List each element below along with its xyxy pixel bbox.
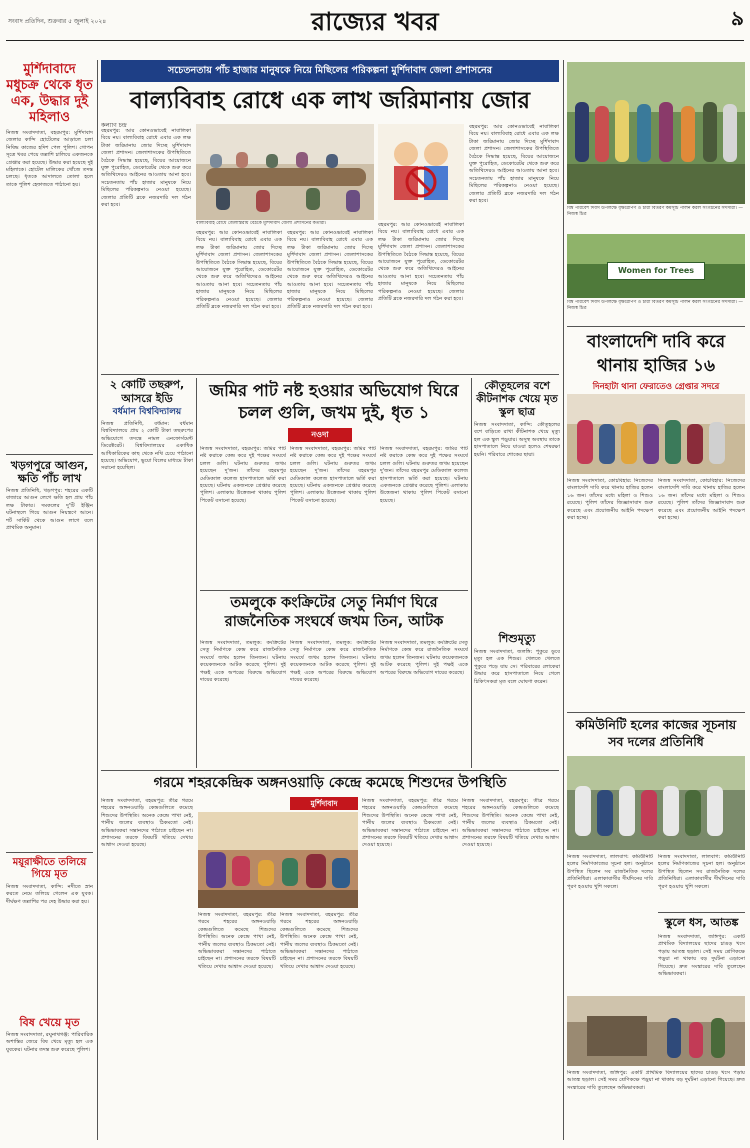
story-headline: শিশুমৃত্যু xyxy=(498,632,536,645)
story-body: নিজস্ব সংবাদদাতা, কান্দি: কৌতূহলের বশে বাড়িতে রাখা কীটনাশক খেয়ে মৃত্যু হল এক স্কুল পড়ুয়ার। অসুস্থ অবস্থায় তাকে হাসপাতালে নিয়ে যাওয়া হলেও শেষরক্ষা হয়নি। পরিবারে শোকের ছায়া। xyxy=(474,422,560,458)
anganwadi-body: নিজস্ব সংবাদদাতা, বহরমপুর: তীব্র গরমে শহরের অঙ্গনওয়াড়ি কেন্দ্রগুলিতে কমেছে শিশুদের উপস্থিতি। অনেক কেন্দ্রে পাখা নেই, পানীয় জলের ব্যবস্থাও ঠিকমতো নেই। অভিভাবকরা সন্তানদের পাঠাতে চাইছেন না। প্রশাসনের তরফে বিষয়টি খতিয়ে দেখার আশ্বাস দেওয়া হয়েছে। xyxy=(101,798,193,849)
tamluk-body-continued: নিজস্ব সংবাদদাতা, তমলুক: কংক্রিটের সেতু নির্মাণকে কেন্দ্র করে রাজনৈতিক সংঘর্ষে জখম হলেন তিনজন। ঘটনায় কয়েকজনকে আটক করেছে পুলিশ। দুই পক্ষই একে অপরের বিরুদ্ধে অভিযোগ দায়ের করেছে। xyxy=(380,640,468,676)
lead-body-continued: বহরমপুর: আর কোনওভাবেই নাবালিকা বিয়ে নয়। বাল্যবিবাহ রোধে এবার এক লক্ষ টাকা জরিমানায় জোর দিচ্ছে মুর্শিদাবাদ জেলা প্রশাসন। জেলাশাসকের উপস্থিতিতে বৈঠকে সিদ্ধান্ত হয়েছে, বিয়ের আয়োজনে যুক্ত পুরোহিত, ডেকোরেটর থেকে শুরু করে অতিথিদেরও আইনের আওতায় আনা হবে। সচেতনতায় পাঁচ হাজার মানুষকে নিয়ে মিছিলের পরিকল্পনাও নেওয়া হয়েছে। জেলার প্রতিটি ব্লকে নজরদারি দল গঠন করা হবে। xyxy=(287,230,373,311)
land-headline: জমির পাট নষ্ট হওয়ার অভিযোগ ঘিরে চলল গুলি, জখম দুই, ধৃত ১ xyxy=(209,381,459,422)
anganwadi-headline: গরমে শহরকেন্দ্রিক অঙ্গনওয়াড়ি কেন্দ্রে কমেছে শিশুদের উপস্থিতি xyxy=(153,775,507,791)
lead-headline: বাল্যবিবাহ রোধে এক লাখ জরিমানায় জোর xyxy=(130,88,530,114)
land-body-continued: নিজস্ব সংবাদদাতা, বহরমপুর: জমির পাট নষ্ট করাকে কেন্দ্র করে দুই পক্ষের সংঘর্ষে চলল গুলি। ঘটনায় গুরুতর জখম হয়েছেন দু'জন। তাঁদের বহরমপুর মেডিক্যাল কলেজ হাসপাতালে ভর্তি করা হয়েছে। ঘটনায় একজনকে গ্রেপ্তার করেছে পুলিশ। এলাকায় উত্তেজনা থাকায় পুলিশ পিকেট বসানো হয়েছে। xyxy=(380,446,468,504)
women-for-trees-photo xyxy=(567,234,745,298)
tamluk-body-continued: নিজস্ব সংবাদদাতা, তমলুক: কংক্রিটের সেতু নির্মাণকে কেন্দ্র করে রাজনৈতিক সংঘর্ষে জখম হলেন তিনজন। ঘটনায় কয়েকজনকে আটক করেছে পুলিশ। দুই পক্ষই একে অপরের বিরুদ্ধে অভিযোগ দায়ের করেছে। xyxy=(290,640,376,684)
place-badge-label: নওদা xyxy=(311,430,329,439)
section-rule xyxy=(200,590,468,591)
section-rule xyxy=(101,770,559,771)
land-body: নিজস্ব সংবাদদাতা, বহরমপুর: জমির পাট নষ্ট করাকে কেন্দ্র করে দুই পক্ষের সংঘর্ষে চলল গুলি। ঘটনায় গুরুতর জখম হয়েছেন দু'জন। তাঁদের বহরমপুর মেডিক্যাল কলেজ হাসপাতালে ভর্তি করা হয়েছে। ঘটনায় একজনকে গ্রেপ্তার করেছে পুলিশ। এলাকায় উত্তেজনা থাকায় পুলিশ পিকেট বসানো হয়েছে। xyxy=(200,446,286,504)
lead-body-continued: বহরমপুর: আর কোনওভাবেই নাবালিকা বিয়ে নয়। বাল্যবিবাহ রোধে এবার এক লক্ষ টাকা জরিমানায় জোর দিচ্ছে মুর্শিদাবাদ জেলা প্রশাসন। জেলাশাসকের উপস্থিতিতে বৈঠকে সিদ্ধান্ত হয়েছে, বিয়ের আয়োজনে যুক্ত পুরোহিত, ডেকোরেটর থেকে শুরু করে অতিথিদেরও আইনের আওতায় আনা হবে। সচেতনতায় পাঁচ হাজার মানুষকে নিয়ে মিছিলের পরিকল্পনাও নেওয়া হয়েছে। জেলার প্রতিটি ব্লকে নজরদারি দল গঠন করা হবে। xyxy=(469,124,559,205)
school-headline: স্কুলে ধস, আতঙ্ক xyxy=(664,916,739,929)
anganwadi-body-continued: নিজস্ব সংবাদদাতা, বহরমপুর: তীব্র গরমে শহরের অঙ্গনওয়াড়ি কেন্দ্রগুলিতে কমেছে শিশুদের উপস্থিতি। অনেক কেন্দ্রে পাখা নেই, পানীয় জলের ব্যবস্থাও ঠিকমতো নেই। অভিভাবকরা সন্তানদের পাঠাতে চাইছেন না। প্রশাসনের তরফে বিষয়টি খতিয়ে দেখার আশ্বাস দেওয়া হয়েছে। xyxy=(280,912,358,970)
land-body-continued: নিজস্ব সংবাদদাতা, বহরমপুর: জমির পাট নষ্ট করাকে কেন্দ্র করে দুই পক্ষের সংঘর্ষে চলল গুলি। ঘটনায় গুরুতর জখম হয়েছেন দু'জন। তাঁদের বহরমপুর মেডিক্যাল কলেজ হাসপাতালে ভর্তি করা হয়েছে। ঘটনায় একজনকে গ্রেপ্তার করেছে পুলিশ। এলাকায় উত্তেজনা থাকায় পুলিশ পিকেট বসানো হয়েছে। xyxy=(290,446,376,504)
lead-kicker: সচেতনতায় পাঁচ হাজার মানুষকে নিয়ে মিছিলের পরিকল্পনা মুর্শিদাবাদ জেলা প্রশাসনের xyxy=(167,65,493,76)
tamluk-body: নিজস্ব সংবাদদাতা, তমলুক: কংক্রিটের সেতু নির্মাণকে কেন্দ্র করে রাজনৈতিক সংঘর্ষে জখম হলেন তিনজন। ঘটনায় কয়েকজনকে আটক করেছে পুলিশ। দুই পক্ষই একে অপরের বিরুদ্ধে অভিযোগ দায়ের করেছে। xyxy=(200,640,286,684)
story-headline: মুর্শিদাবাদে মধুচক্র থেকে ধৃত এক, উদ্ধার দুই মহিলাও xyxy=(6,62,93,125)
tree-planting-photo xyxy=(567,62,745,204)
lead-body: বহরমপুর: আর কোনওভাবেই নাবালিকা বিয়ে নয়। বাল্যবিবাহ রোধে এবার এক লক্ষ টাকা জরিমানায় জোর দিচ্ছে মুর্শিদাবাদ জেলা প্রশাসন। জেলাশাসকের উপস্থিতিতে বৈঠকে সিদ্ধান্ত হয়েছে, বিয়ের আয়োজনে যুক্ত পুরোহিত, ডেকোরেটর থেকে শুরু করে অতিথিদেরও আইনের আওতায় আনা হবে। সচেতনতায় পাঁচ হাজার মানুষকে নিয়ে মিছিলের পরিকল্পনাও নেওয়া হয়েছে। জেলার প্রতিটি ব্লকে নজরদারি দল গঠন করা হবে। xyxy=(101,128,191,209)
lead-body-continued: বহরমপুর: আর কোনওভাবেই নাবালিকা বিয়ে নয়। বাল্যবিবাহ রোধে এবার এক লক্ষ টাকা জরিমানায় জোর দিচ্ছে মুর্শিদাবাদ জেলা প্রশাসন। জেলাশাসকের উপস্থিতিতে বৈঠকে সিদ্ধান্ত হয়েছে, বিয়ের আয়োজনে যুক্ত পুরোহিত, ডেকোরেটর থেকে শুরু করে অতিথিদেরও আইনের আওতায় আনা হবে। সচেতনতায় পাঁচ হাজার মানুষকে নিয়ে মিছিলের পরিকল্পনাও নেওয়া হয়েছে। জেলার প্রতিটি ব্লকে নজরদারি দল গঠন করা হবে। xyxy=(378,222,464,303)
story-headline: ২ কোটি তছরুপ, আসরে ইডি xyxy=(109,378,185,405)
story-headline: কৌতূহলের বশে কীটনাশক খেয়ে মৃত স্কুল ছাত্র xyxy=(476,380,558,418)
col-rule xyxy=(97,60,98,1140)
story-headline: ময়ূরাক্ষীতে তলিয়ে গিয়ে মৃত xyxy=(12,857,87,880)
school-body-continued: নিজস্ব সংবাদদাতা, জঙ্গিপুর: একটি প্রাথমিক বিদ্যালয়ের ছাদের চাঙড় খসে পড়ায় আতঙ্ক ছড়াল। সেই সময় শ্রেণিকক্ষে পড়ুয়া না থাকায় বড় দুর্ঘটনা এড়ানো গিয়েছে। দ্রুত সংস্কারের দাবি তুলেছেন অভিভাবকরা। xyxy=(567,1070,745,1091)
anganwadi-body-continued: নিজস্ব সংবাদদাতা, বহরমপুর: তীব্র গরমে শহরের অঙ্গনওয়াড়ি কেন্দ্রগুলিতে কমেছে শিশুদের উপস্থিতি। অনেক কেন্দ্রে পাখা নেই, পানীয় জলের ব্যবস্থাও ঠিকমতো নেই। অভিভাবকরা সন্তানদের পাঠাতে চাইছেন না। প্রশাসনের তরফে বিষয়টি খতিয়ে দেখার আশ্বাস দেওয়া হয়েছে। xyxy=(462,798,559,849)
police-station-photo xyxy=(567,394,745,474)
page-title: রাজ্যের খবর xyxy=(311,7,439,36)
tamluk-headline: তমলুকে কংক্রিটের সেতু নির্মাণ ঘিরে রাজনৈতিক সংঘর্ষে জখম তিন, আটক xyxy=(224,595,444,630)
story-body: নিজস্ব সংবাদদাতা, কান্দি: নদীতে স্নান করতে নেমে তলিয়ে গেলেন এক যুবক। দীর্ঘক্ষণ তল্লাশির পর দেহ উদ্ধার করা হয়। xyxy=(6,884,93,905)
meeting-photo xyxy=(196,124,374,220)
section-rule xyxy=(567,326,745,327)
story-body: নিজস্ব সংবাদদাতা, রঘুনাথগঞ্জ: পারিবারিক অশান্তির জেরে বিষ খেয়ে মৃত্যু হল এক যুবকের। ঘটনার তদন্ত শুরু করেছে পুলিশ। xyxy=(6,1032,93,1053)
tree-photo-caption: বিশ্ব পরিবেশ দিবস উপলক্ষে বৃক্ষরোপণ ও চারা বিতরণ কর্মসূচি পালন করল সংগঠনের সদস্যরা। —নিজস্ব চিত্র xyxy=(567,206,743,217)
bangladeshi-body-continued: নিজস্ব সংবাদদাতা, কোচবিহার: নিজেদের বাংলাদেশি দাবি করে থানায় হাজির হলেন ১৬ জন। তাঁদের মধ্যে মহিলা ও শিশুও রয়েছে। পুলিশ তাঁদের জিজ্ঞাসাবাদ শুরু করেছে এবং প্রয়োজনীয় আইনি পদক্ষেপ করা হচ্ছে। xyxy=(658,478,745,522)
region-badge xyxy=(290,797,358,810)
women-photo-caption: বিশ্ব পরিবেশ দিবস উপলক্ষে বৃক্ষরোপণ ও চারা বিতরণ কর্মসূচি পালন করল সংগঠনের সদস্যরা। —নিজস্ব চিত্র xyxy=(567,300,743,311)
divider xyxy=(6,454,93,455)
ed-box xyxy=(101,378,193,768)
masthead xyxy=(0,0,750,40)
bangladeshi-body: নিজস্ব সংবাদদাতা, কোচবিহার: নিজেদের বাংলাদেশি দাবি করে থানায় হাজির হলেন ১৬ জন। তাঁদের মধ্যে মহিলা ও শিশুও রয়েছে। পুলিশ তাঁদের জিজ্ঞাসাবাদ শুরু করেছে এবং প্রয়োজনীয় আইনি পদক্ষেপ করা হচ্ছে। xyxy=(567,478,653,522)
section-rule xyxy=(567,712,745,713)
community-body: নিজস্ব সংবাদদাতা, লালবাগ: কমিউনিটি হলের নির্মাণকাজের সূচনা হল। অনুষ্ঠানে উপস্থিত ছিলেন সব রাজনৈতিক দলের প্রতিনিধিরা। এলাকাবাসীর দীর্ঘদিনের দাবি পূরণ হওয়ায় খুশি সকলে। xyxy=(567,854,653,890)
place-badge xyxy=(288,428,352,442)
col-rule xyxy=(196,378,197,768)
bangladeshi-subhead: দিনহাটা থানা ফেরাতেও গ্রেপ্তার সদরে xyxy=(592,381,720,391)
anganwadi-body-continued: নিজস্ব সংবাদদাতা, বহরমপুর: তীব্র গরমে শহরের অঙ্গনওয়াড়ি কেন্দ্রগুলিতে কমেছে শিশুদের উপস্থিতি। অনেক কেন্দ্রে পাখা নেই, পানীয় জলের ব্যবস্থাও ঠিকমতো নেই। অভিভাবকরা সন্তানদের পাঠাতে চাইছেন না। প্রশাসনের তরফে বিষয়টি খতিয়ে দেখার আশ্বাস দেওয়া হয়েছে। xyxy=(362,798,458,849)
story-body: নিজস্ব প্রতিনিধি, খড়গপুর: শহরের একটি বাজারে আগুন লেগে ক্ষতি হল প্রায় পাঁচ লক্ষ টাকার। দমকলের দু'টি ইঞ্জিন ঘটনাস্থলে গিয়ে আগুন নিয়ন্ত্রণে আনে। শর্ট সার্কিট থেকে আগুন লাগে বলে প্রাথমিক অনুমান। xyxy=(6,488,93,532)
anganwadi-body-continued: নিজস্ব সংবাদদাতা, বহরমপুর: তীব্র গরমে শহরের অঙ্গনওয়াড়ি কেন্দ্রগুলিতে কমেছে শিশুদের উপস্থিতি। অনেক কেন্দ্রে পাখা নেই, পানীয় জলের ব্যবস্থাও ঠিকমতো নেই। অভিভাবকরা সন্তানদের পাঠাতে চাইছেন না। প্রশাসনের তরফে বিষয়টি খতিয়ে দেখার আশ্বাস দেওয়া হয়েছে। xyxy=(198,912,276,970)
page-number: ৯ xyxy=(731,6,744,30)
school-photo xyxy=(567,996,745,1066)
masthead-date: সংবাদ প্রতিদিন, শুক্রবার ৫ জুলাই ২০২৪ xyxy=(8,18,107,25)
lead-body-continued: বহরমপুর: আর কোনওভাবেই নাবালিকা বিয়ে নয়। বাল্যবিবাহ রোধে এবার এক লক্ষ টাকা জরিমানায় জোর দিচ্ছে মুর্শিদাবাদ জেলা প্রশাসন। জেলাশাসকের উপস্থিতিতে বৈঠকে সিদ্ধান্ত হয়েছে, বিয়ের আয়োজনে যুক্ত পুরোহিত, ডেকোরেটর থেকে শুরু করে অতিথিদেরও আইনের আওতায় আনা হবে। সচেতনতায় পাঁচ হাজার মানুষকে নিয়ে মিছিলের পরিকল্পনাও নেওয়া হয়েছে। জেলার প্রতিটি ব্লকে নজরদারি দল গঠন করা হবে। xyxy=(196,230,282,311)
curiosity-story xyxy=(474,380,560,768)
community-headline: কমিউনিটি হলের কাজের সূচনায় সব দলের প্রতিনিধি xyxy=(575,717,737,749)
story-headline: খড়গপুরে আগুন, ক্ষতি পাঁচ লাখ xyxy=(10,459,89,485)
section-rule xyxy=(658,912,745,913)
school-body: নিজস্ব সংবাদদাতা, জঙ্গিপুর: একটি প্রাথমিক বিদ্যালয়ের ছাদের চাঙড় খসে পড়ায় আতঙ্ক ছড়াল। সেই সময় শ্রেণিকক্ষে পড়ুয়া না থাকায় বড় দুর্ঘটনা এড়ানো গিয়েছে। দ্রুত সংস্কারের দাবি তুলেছেন অভিভাবকরা। xyxy=(658,934,745,978)
story-body: নিজস্ব সংবাদদাতা, বহরমপুর: মুর্শিদাবাদ জেলার কান্দি হোটেলের আড়ালে চলা নিষিদ্ধ কাজের হদিশ পেল পুলিশ। গোপন সূত্রে খবর পেয়ে তল্লাশি চালিয়ে একজনকে গ্রেপ্তার করা হয়েছে। উদ্ধার করা হয়েছে দুই মহিলাকে। হোটেল মালিকের খোঁজে তদন্ত চলছে। ধৃতকে আদালতে তোলা হলে তাকে পুলিশ হেফাজতে পাঠানো হয়। xyxy=(6,130,93,188)
divider xyxy=(6,852,93,853)
story-headline: বিষ খেয়ে মৃত xyxy=(19,1016,80,1029)
community-hall-photo xyxy=(567,756,745,850)
col-rule xyxy=(471,378,472,768)
left-column xyxy=(6,62,93,1142)
story-body: নিজস্ব সংবাদদাতা, জলঙ্গি: পুকুরে ডুবে মৃত্যু হল এক শিশুর। খেলতে খেলতে পুকুরে পড়ে যায় সে। পরিবারের লোকেরা উদ্ধার করে হাসপাতালে নিয়ে গেলে চিকিৎসকরা মৃত বলে ঘোষণা করেন। xyxy=(474,649,560,685)
bangladeshi-headline: বাংলাদেশি দাবি করে থানায় হাজির ১৬ xyxy=(586,332,726,376)
community-body-continued: নিজস্ব সংবাদদাতা, লালবাগ: কমিউনিটি হলের নির্মাণকাজের সূচনা হল। অনুষ্ঠানে উপস্থিত ছিলেন সব রাজনৈতিক দলের প্রতিনিধিরা। এলাকাবাসীর দীর্ঘদিনের দাবি পূরণ হওয়ায় খুশি সকলে। xyxy=(658,854,745,890)
lead-banner xyxy=(101,60,559,82)
masthead-rule xyxy=(6,40,744,41)
child-marriage-illustration xyxy=(378,124,464,220)
lead-byline: কল্যাণ চন্দ্র xyxy=(101,122,127,129)
story-subhead: বর্ধমান বিশ্ববিদ্যালয় xyxy=(112,407,182,417)
meeting-photo-caption: বাল্যবিবাহ রোধে জেলাস্তরীয় বৈঠকে মুর্শিদাবাদ জেলা প্রশাসনের কর্তারা। xyxy=(196,221,327,226)
region-badge-label: মুর্শিদাবাদ xyxy=(310,799,338,808)
women-for-trees-banner: Women for Trees xyxy=(617,266,695,275)
section-rule xyxy=(101,374,559,375)
story-body: নিজস্ব প্রতিনিধি, বর্ধমান: বর্ধমান বিশ্ববিদ্যালয়ে প্রায় ২ কোটি টাকা তছরুপের অভিযোগে তদন্তে নামল এনফোর্সমেন্ট ডিরেক্টরেট। বিশ্ববিদ্যালয়ের একাধিক আধিকারিকের কাছ থেকে নথি চেয়ে পাঠানো হয়েছে। অভিযোগ, ভুয়ো বিলের মাধ্যমে টাকা সরানো হয়েছিল। xyxy=(101,421,193,472)
col-rule xyxy=(563,60,564,1140)
anganwadi-photo xyxy=(198,812,358,908)
